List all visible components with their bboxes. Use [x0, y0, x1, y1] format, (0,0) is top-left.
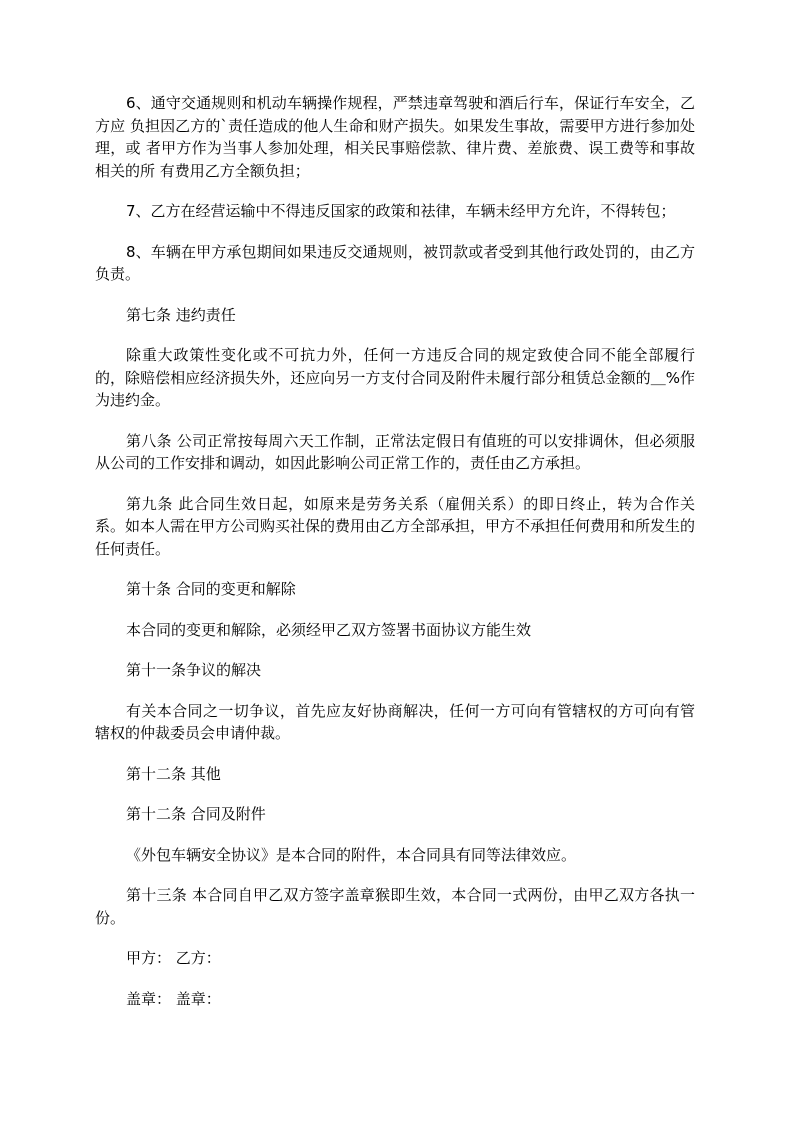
- article-11-body: 有关本合同之一切争议，首先应友好协商解决，任何一方可向有管辖权的方可向有管辖权的仲裁委员会申请仲裁。: [95, 701, 695, 742]
- clause-7-no-subcontract: 7、乙方在经营运输中不得违反国家的政策和祛律，车辆未经甲方允许，不得转包；: [126, 202, 676, 220]
- article-13-body: 第十三条 本合同自甲乙双方签字盖章猴即生效，本合同一式两份，由甲乙双方各执一份。: [95, 886, 695, 927]
- article-11-heading: 第十一条争议的解决: [126, 661, 262, 679]
- signature-parties-line: 甲方： 乙方：: [126, 949, 221, 967]
- article-12-annex-body: 《外包车辆安全协议》是本合同的附件，本合同具有同等法律效应。: [126, 845, 577, 864]
- article-9-effective-relationship: 第九条 此合同生效日起，如原来是劳务关系（雇佣关系）的即日终止，转为合作关系。如本人需在甲方公司购买社保的费用由乙方全部承担，甲方不承担任何费用和所发生的任何责任。: [95, 494, 696, 558]
- document-page: [95, 92, 695, 1028]
- article-10-body: 本合同的变更和解除，必须经甲乙双方签署书面协议方能生效: [126, 620, 532, 639]
- seal-line: 盖章： 盖章：: [126, 989, 221, 1008]
- article-10-heading: 第十条 合同的变更和解除: [126, 580, 296, 598]
- article-7-body: 除重大政策性变化或不可抗力外，任何一方违反合同的规定致使合同不能全部履行的，除赔偿相应经济损失外，还应向另一方支付合同及附件未履行部分租赁总金额的＿%作为违约金。: [95, 346, 695, 409]
- clause-6-traffic-rules: 6、通守交通规则和机动车辆操作规程，严禁违章驾驶和酒后行车，保证行车安全，乙方应 负担因乙方的`责任造成的他人生命和财产损失。如果发生事故，需要甲方进行参加处理，或 者甲方作为当事人参加处理，相关民事赔偿款、律片费、差旅费、误工费等和事故相关的所 有费用乙方全额负担；: [95, 94, 695, 180]
- article-12-annex-heading: 第十二条 合同及附件: [126, 805, 266, 823]
- article-7-heading: 第七条 违约责任: [126, 305, 236, 324]
- clause-8-violations: 8、车辆在甲方承包期间如果违反交通规则，被罚款或者受到其他行政处罚的，由乙方负责。: [95, 242, 695, 283]
- article-12-other-heading: 第十二条 其他: [126, 764, 221, 783]
- article-8-work-schedule: 第八条 公司正常按每周六天工作制，正常法定假日有值班的可以安排调休，但必须服从公司的工作安排和调动，如因此影响公司正常工作的，责任由乙方承担。: [95, 431, 695, 472]
